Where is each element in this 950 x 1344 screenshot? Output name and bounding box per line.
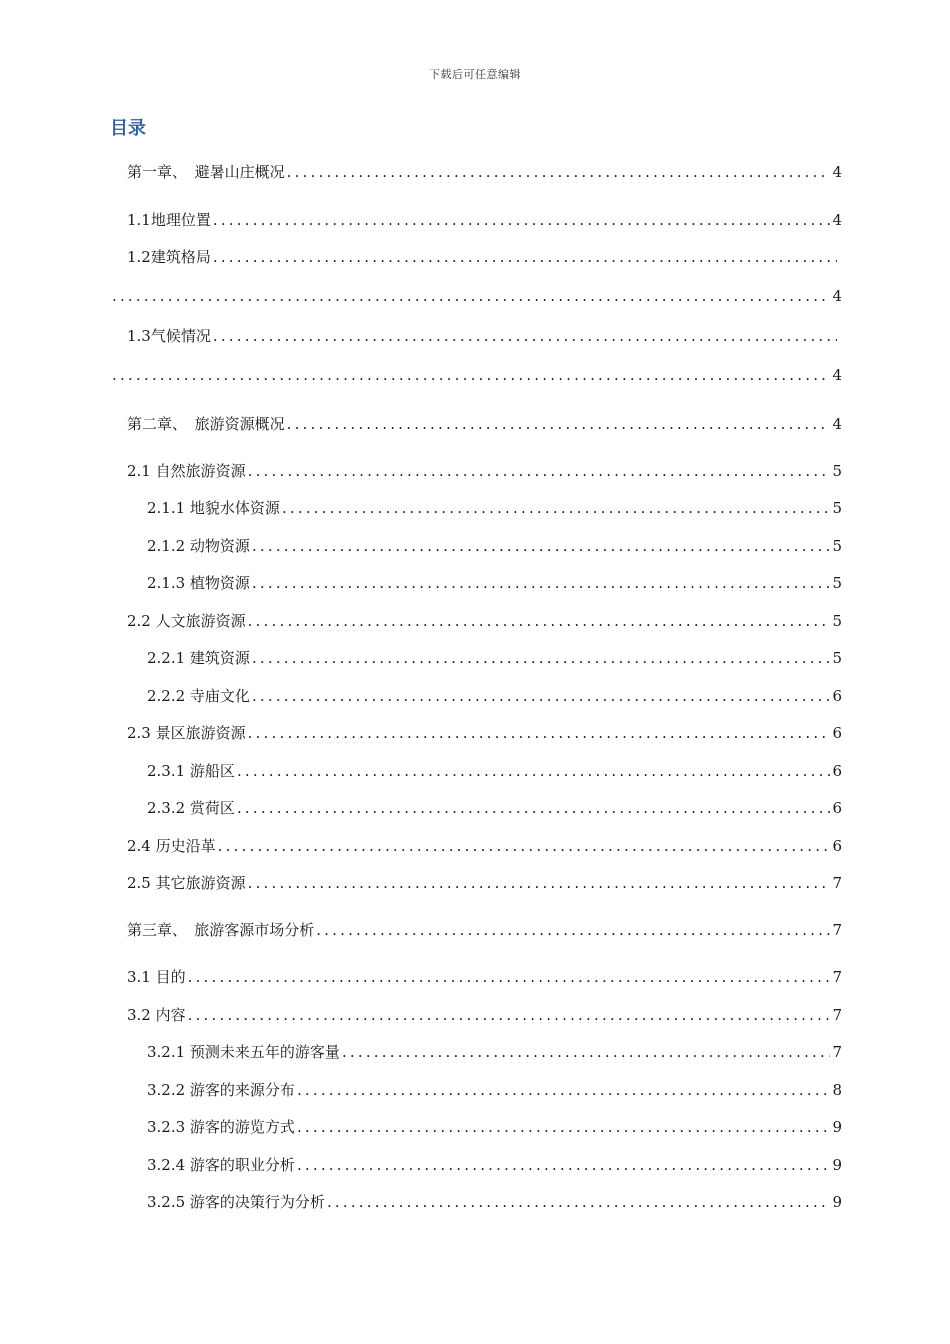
- toc-entry-label: 3.2.2 游客的来源分布: [147, 1081, 295, 1099]
- toc-leader: [218, 837, 831, 855]
- toc-entry-3-2-3[interactable]: [147, 1116, 842, 1138]
- toc-entry-1-3-continued[interactable]: [110, 366, 842, 388]
- toc-leader: [252, 687, 831, 705]
- toc-page-number: 5: [832, 462, 842, 480]
- toc-leader: [287, 163, 831, 181]
- toc-entry-chapter-1[interactable]: [127, 161, 842, 183]
- toc-entry-1-2-continued[interactable]: [110, 287, 842, 309]
- toc-leader: [213, 211, 831, 229]
- toc-entry-2-1-2[interactable]: [147, 535, 842, 557]
- toc-leader: [188, 1006, 831, 1024]
- toc-leader: [248, 874, 831, 892]
- toc-leader: [188, 968, 831, 986]
- toc-leader: [252, 574, 831, 592]
- toc-entry-label: 2.2 人文旅游资源: [127, 612, 246, 630]
- toc-leader: [297, 1118, 831, 1136]
- toc-entry-1-3[interactable]: [127, 325, 839, 347]
- toc-page-number: 4: [832, 287, 842, 305]
- toc-entry-3-2[interactable]: [127, 1004, 842, 1026]
- toc-page-number: 7: [832, 1006, 842, 1024]
- toc-entry-label: 3.2.4 游客的职业分析: [147, 1156, 295, 1174]
- toc-leader: [316, 921, 830, 939]
- toc-entry-chapter-3[interactable]: [127, 919, 842, 941]
- toc-entry-3-2-2[interactable]: [147, 1079, 842, 1101]
- toc-entry-2-3[interactable]: [127, 722, 842, 744]
- toc-entry-label: 第一章、: [127, 163, 188, 181]
- toc-page-number: 6: [832, 762, 842, 780]
- toc-entry-label: 2.1 自然旅游资源: [127, 462, 246, 480]
- toc-leader: [248, 462, 831, 480]
- toc-entry-label: 第三章、: [127, 921, 188, 939]
- toc-entry-label: 2.1.3 植物资源: [147, 574, 250, 592]
- toc-leader: [327, 1193, 831, 1211]
- toc-entry-label-title: 旅游资源概况: [194, 415, 285, 433]
- toc-page-number: 7: [832, 1043, 842, 1061]
- toc-entry-3-2-5[interactable]: [147, 1191, 842, 1213]
- toc-entry-label-title: 避暑山庄概况: [194, 163, 285, 181]
- toc-entry-label: 2.4 历史沿革: [127, 837, 216, 855]
- toc-page-number: 7: [832, 874, 842, 892]
- toc-page-number: 6: [832, 837, 842, 855]
- toc-leader: [213, 248, 837, 266]
- toc-entry-label: 3.2.1 预测未来五年的游客量: [147, 1043, 340, 1061]
- toc-page-number: 6: [832, 724, 842, 742]
- toc-leader: [342, 1043, 831, 1061]
- toc-entry-label: 1.2建筑格局: [127, 248, 211, 266]
- toc-entry-label: 2.1.1 地貌水体资源: [147, 499, 280, 517]
- toc-entry-label: 2.5 其它旅游资源: [127, 874, 246, 892]
- toc-entry-label: 3.2 内容: [127, 1006, 186, 1024]
- toc-leader: [297, 1081, 831, 1099]
- toc-leader: [252, 649, 831, 667]
- toc-entry-3-2-4[interactable]: [147, 1154, 842, 1176]
- toc-page-number: 4: [832, 415, 842, 433]
- toc-page-number: 4: [832, 366, 842, 384]
- toc-page-number: 5: [832, 574, 842, 592]
- toc-entry-2-5[interactable]: [127, 872, 842, 894]
- toc-entry-label: 3.2.5 游客的决策行为分析: [147, 1193, 325, 1211]
- toc-leader: [112, 366, 830, 384]
- toc-leader: [282, 499, 831, 517]
- toc-page-number: 5: [832, 649, 842, 667]
- toc-page-number: 6: [832, 799, 842, 817]
- toc-entry-label: 2.2.1 建筑资源: [147, 649, 250, 667]
- toc-page-number: 7: [832, 968, 842, 986]
- toc-entry-label: 第二章、: [127, 415, 188, 433]
- toc-entry-label: 1.1地理位置: [127, 211, 211, 229]
- toc-entry-2-4[interactable]: [127, 835, 842, 857]
- toc-title: 目录: [110, 118, 146, 139]
- page-header: 下载后可任意编辑: [429, 68, 521, 81]
- toc-entry-2-2[interactable]: [127, 610, 842, 632]
- toc-leader: [252, 537, 831, 555]
- toc-entry-1-2[interactable]: [127, 246, 839, 268]
- toc-entry-1-1[interactable]: [127, 209, 842, 231]
- toc-page-number: 5: [832, 537, 842, 555]
- toc-page-number: 9: [832, 1156, 842, 1174]
- toc-leader: [112, 287, 830, 305]
- toc-entry-label: 2.3.2 赏荷区: [147, 799, 235, 817]
- toc-entry-label-title: 旅游客源市场分析: [194, 921, 315, 939]
- toc-entry-label: 2.2.2 寺庙文化: [147, 687, 250, 705]
- toc-leader: [237, 799, 831, 817]
- toc-entry-3-2-1[interactable]: [147, 1041, 842, 1063]
- toc-page-number: 6: [832, 687, 842, 705]
- toc-leader: [248, 612, 831, 630]
- toc-entry-label: 2.1.2 动物资源: [147, 537, 250, 555]
- toc-page-number: 5: [832, 612, 842, 630]
- toc-page-number: 5: [832, 499, 842, 517]
- toc-leader: [248, 724, 831, 742]
- toc-entry-2-1[interactable]: [127, 460, 842, 482]
- toc-leader: [213, 327, 837, 345]
- toc-page-number: 9: [832, 1193, 842, 1211]
- toc-entry-chapter-2[interactable]: [127, 413, 842, 435]
- toc-page-number: 7: [832, 921, 842, 939]
- toc-entry-label: 2.3.1 游船区: [147, 762, 235, 780]
- toc-entry-label: 3.2.3 游客的游览方式: [147, 1118, 295, 1136]
- toc-entry-3-1[interactable]: [127, 966, 842, 988]
- toc-page-number: 4: [832, 163, 842, 181]
- toc-entry-label: 3.1 目的: [127, 968, 186, 986]
- toc-leader: [297, 1156, 831, 1174]
- toc-entry-label: 1.3气候情况: [127, 327, 211, 345]
- toc-entry-2-2-2[interactable]: [147, 685, 842, 707]
- toc-entry-2-3-2[interactable]: [147, 797, 842, 819]
- toc-entry-2-2-1[interactable]: [147, 647, 842, 669]
- toc-entry-2-1-3[interactable]: [147, 572, 842, 594]
- toc-entry-label: 2.3 景区旅游资源: [127, 724, 246, 742]
- toc-page-number: 9: [832, 1118, 842, 1136]
- toc-entry-2-1-1[interactable]: [147, 497, 842, 519]
- toc-leader: [237, 762, 831, 780]
- toc-leader: [287, 415, 831, 433]
- toc-entry-2-3-1[interactable]: [147, 760, 842, 782]
- toc-page-number: 4: [832, 211, 842, 229]
- toc-page-number: 8: [832, 1081, 842, 1099]
